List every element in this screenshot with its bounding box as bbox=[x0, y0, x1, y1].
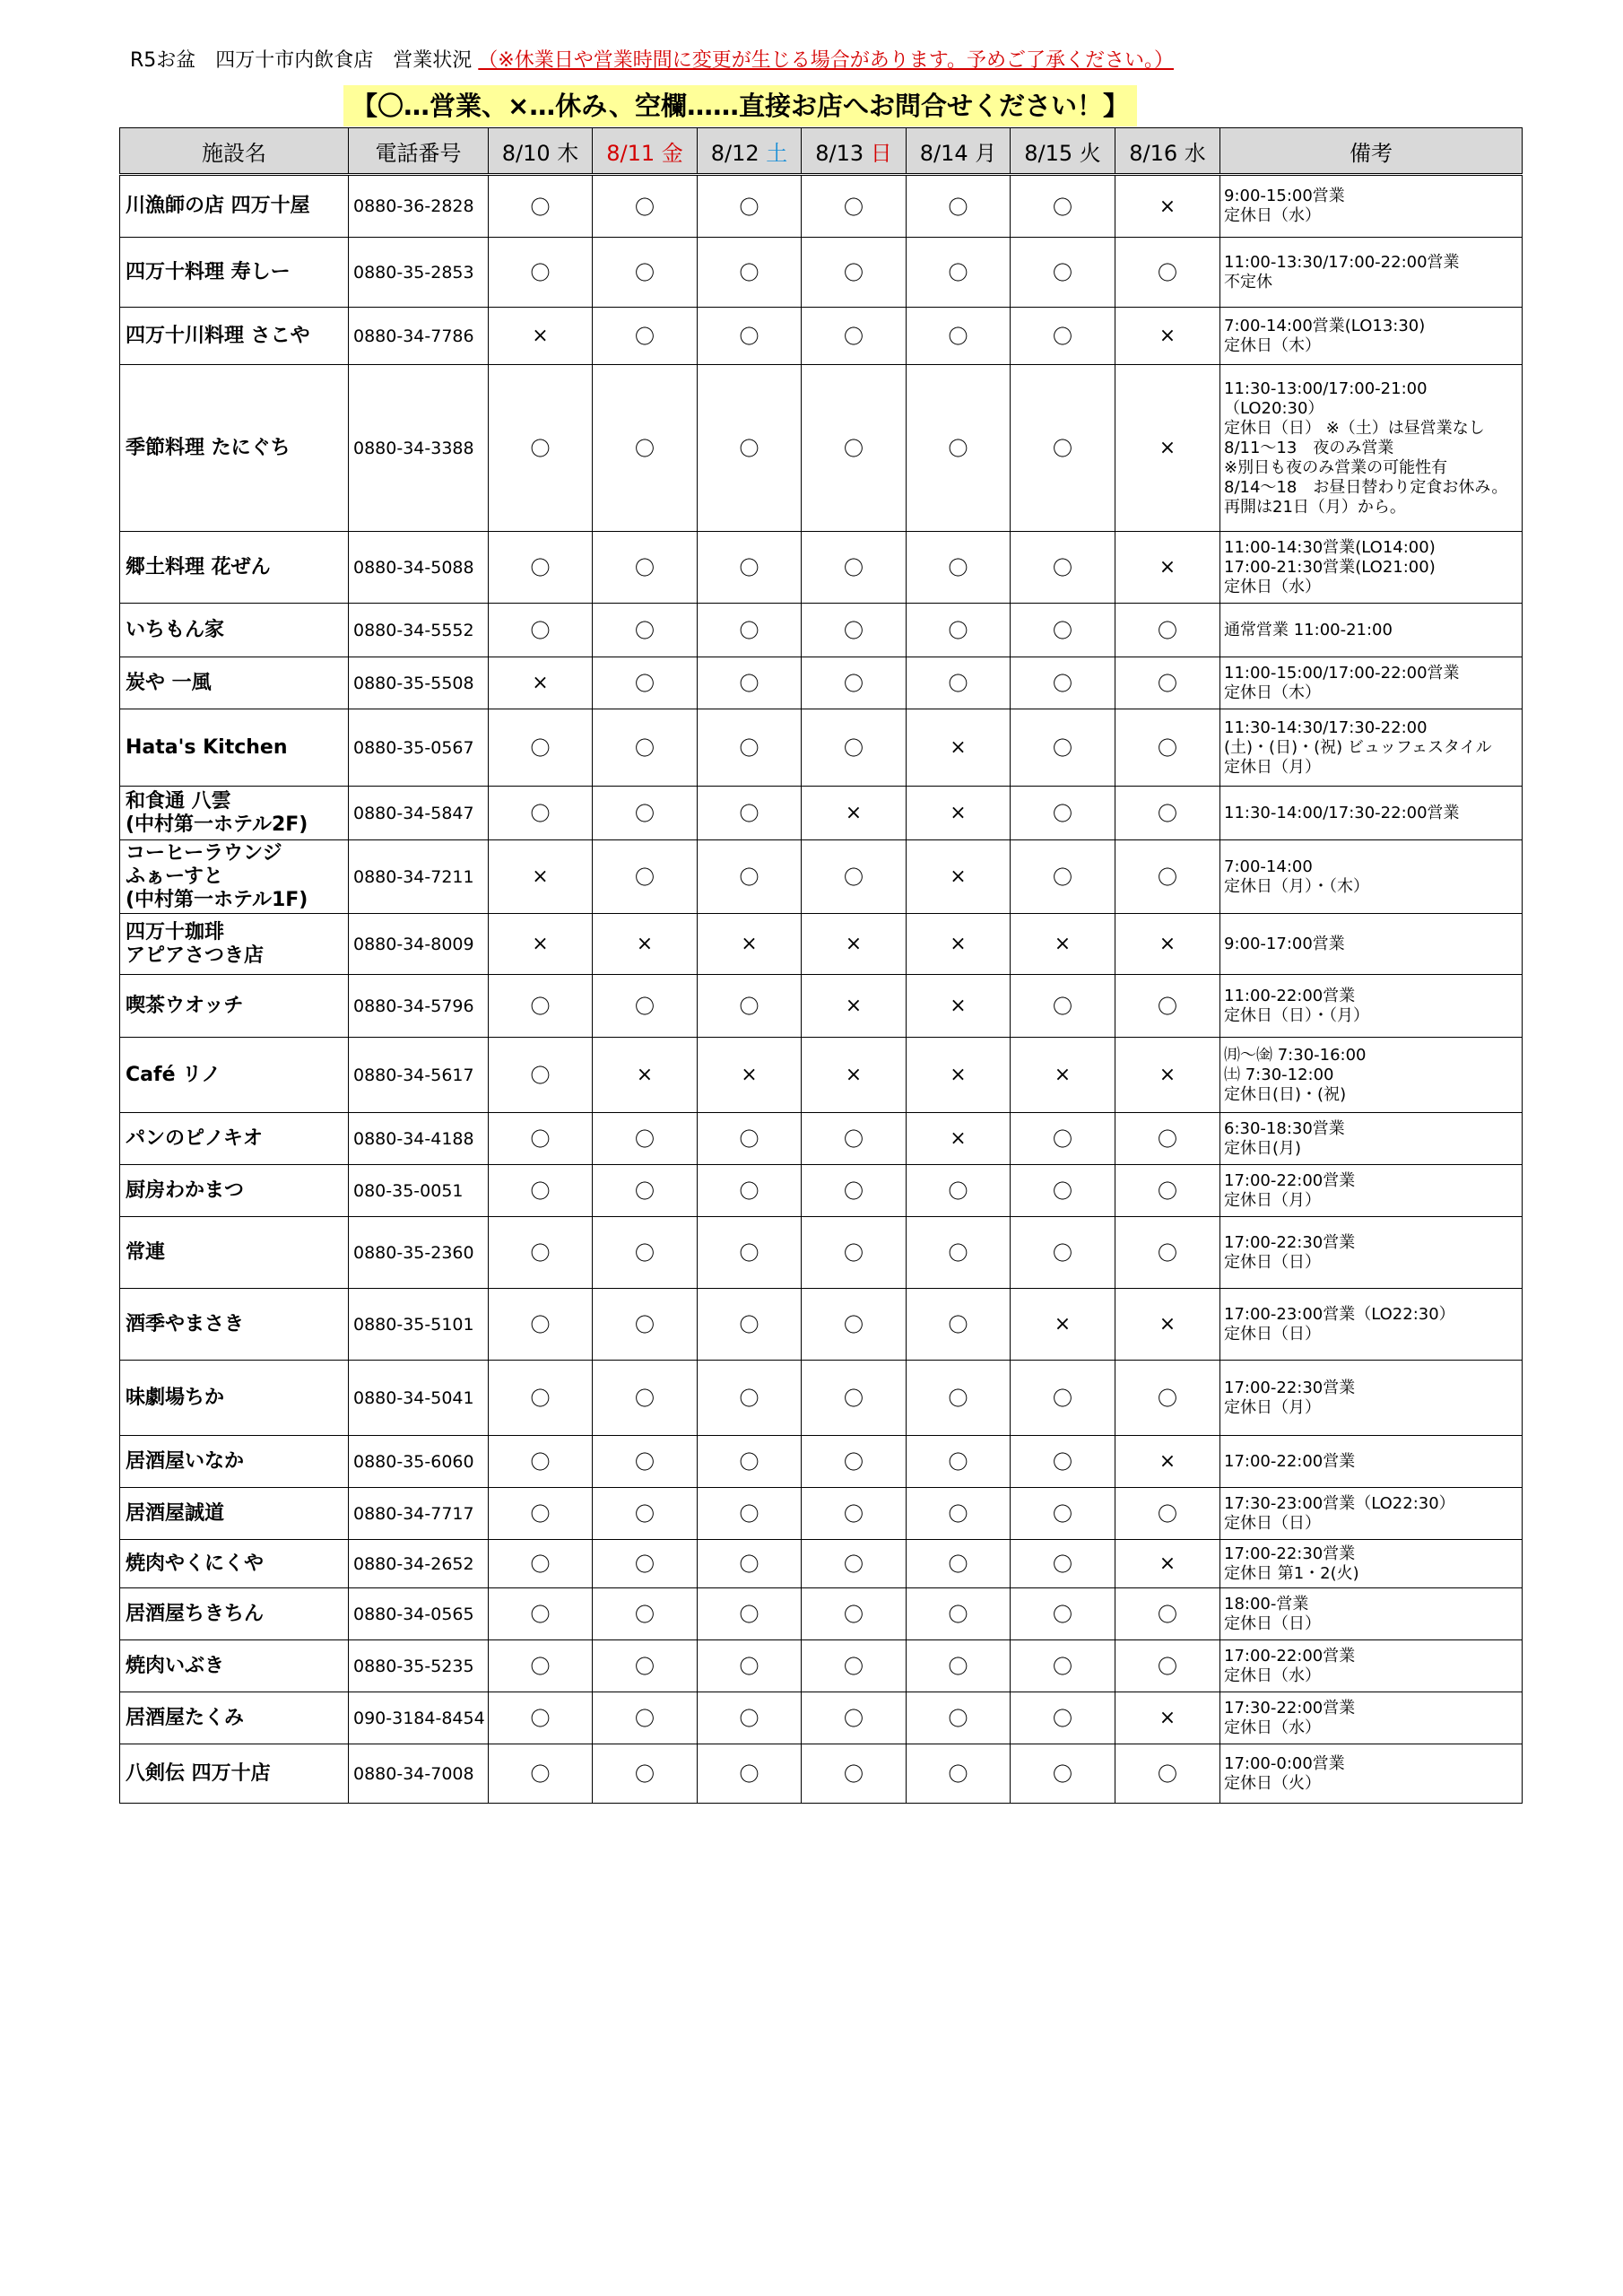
status-mark: 〇 bbox=[1115, 1488, 1220, 1540]
facility-name: パンのピノキオ bbox=[120, 1113, 349, 1165]
status-mark: 〇 bbox=[593, 175, 698, 238]
status-mark: 〇 bbox=[593, 657, 698, 709]
table-row bbox=[120, 532, 1523, 604]
status-mark: 〇 bbox=[593, 1640, 698, 1692]
status-mark: 〇 bbox=[698, 709, 802, 787]
facility-name: 炭や 一風 bbox=[120, 657, 349, 709]
facility-name: 四万十珈琲 アピアさつき店 bbox=[120, 914, 349, 975]
notes-cell: 11:00-15:00/17:00-22:00営業 定休日（木） bbox=[1220, 657, 1523, 709]
status-mark: 〇 bbox=[593, 1361, 698, 1436]
status-mark: 〇 bbox=[489, 1488, 593, 1540]
header-day-0811: 8/11 金 bbox=[593, 128, 698, 175]
status-mark: 〇 bbox=[802, 1217, 907, 1289]
status-mark: × bbox=[1011, 914, 1115, 975]
header-day-0816: 8/16 水 bbox=[1115, 128, 1220, 175]
phone-number: 0880-34-7211 bbox=[349, 840, 489, 914]
status-mark: 〇 bbox=[698, 975, 802, 1038]
status-mark: × bbox=[698, 1038, 802, 1113]
phone-number: 090-3184-8454 bbox=[349, 1692, 489, 1744]
status-mark: 〇 bbox=[1011, 1540, 1115, 1588]
facility-name: 季節料理 たにぐち bbox=[120, 365, 349, 532]
status-mark: 〇 bbox=[802, 657, 907, 709]
table-row bbox=[120, 1361, 1523, 1436]
status-mark: 〇 bbox=[698, 1692, 802, 1744]
status-mark: 〇 bbox=[802, 238, 907, 308]
phone-number: 0880-34-8009 bbox=[349, 914, 489, 975]
status-mark: 〇 bbox=[698, 787, 802, 840]
status-mark: 〇 bbox=[1011, 1361, 1115, 1436]
status-mark: 〇 bbox=[1115, 1361, 1220, 1436]
status-mark: 〇 bbox=[1115, 1113, 1220, 1165]
status-mark: 〇 bbox=[802, 308, 907, 365]
title-note: （※休業日や営業時間に変更が生じる場合があります。予めご了承ください。） bbox=[478, 49, 1174, 72]
status-mark: 〇 bbox=[698, 175, 802, 238]
status-mark: 〇 bbox=[907, 1361, 1011, 1436]
facility-name: 居酒屋ちきちん bbox=[120, 1588, 349, 1640]
notes-cell: 17:00-22:00営業 bbox=[1220, 1436, 1523, 1488]
status-mark: 〇 bbox=[907, 1540, 1011, 1588]
status-mark: 〇 bbox=[593, 1165, 698, 1217]
status-mark: 〇 bbox=[489, 1744, 593, 1804]
header-day-0814: 8/14 月 bbox=[907, 128, 1011, 175]
status-mark: 〇 bbox=[1011, 532, 1115, 604]
header-name: 施設名 bbox=[120, 128, 349, 175]
table-row bbox=[120, 175, 1523, 238]
status-mark: 〇 bbox=[907, 1289, 1011, 1361]
status-mark: 〇 bbox=[489, 1436, 593, 1488]
notes-cell: 6:30-18:30営業 定休日(月) bbox=[1220, 1113, 1523, 1165]
status-mark: 〇 bbox=[698, 657, 802, 709]
notes-cell: 9:00-15:00営業 定休日（水） bbox=[1220, 175, 1523, 238]
facility-name: 酒季やまさき bbox=[120, 1289, 349, 1361]
status-mark: × bbox=[593, 1038, 698, 1113]
status-mark: 〇 bbox=[802, 709, 907, 787]
facility-name: 焼肉いぶき bbox=[120, 1640, 349, 1692]
status-mark: × bbox=[489, 308, 593, 365]
notes-cell: 17:00-22:00営業 定休日（月） bbox=[1220, 1165, 1523, 1217]
status-mark: 〇 bbox=[698, 1640, 802, 1692]
status-mark: 〇 bbox=[802, 1692, 907, 1744]
status-mark: 〇 bbox=[907, 1217, 1011, 1289]
status-mark: 〇 bbox=[802, 1113, 907, 1165]
phone-number: 0880-34-0565 bbox=[349, 1588, 489, 1640]
table-row bbox=[120, 1744, 1523, 1804]
status-mark: 〇 bbox=[907, 1744, 1011, 1804]
status-mark: 〇 bbox=[593, 840, 698, 914]
notes-cell: 17:00-22:30営業 定休日（日） bbox=[1220, 1217, 1523, 1289]
facility-name: 居酒屋いなか bbox=[120, 1436, 349, 1488]
status-mark: × bbox=[1115, 365, 1220, 532]
status-mark: 〇 bbox=[593, 1488, 698, 1540]
status-mark: 〇 bbox=[489, 1165, 593, 1217]
status-mark: 〇 bbox=[1011, 1165, 1115, 1217]
status-mark: 〇 bbox=[1115, 604, 1220, 657]
table-row bbox=[120, 840, 1523, 914]
facility-name: 厨房わかまつ bbox=[120, 1165, 349, 1217]
notes-cell: 7:00-14:00営業(LO13:30) 定休日（木） bbox=[1220, 308, 1523, 365]
table-row bbox=[120, 1436, 1523, 1488]
status-mark: 〇 bbox=[1115, 975, 1220, 1038]
status-mark: 〇 bbox=[489, 1038, 593, 1113]
notes-cell: 17:30-23:00営業（LO22:30） 定休日（日） bbox=[1220, 1488, 1523, 1540]
status-mark: 〇 bbox=[1115, 1744, 1220, 1804]
status-mark: 〇 bbox=[593, 787, 698, 840]
status-mark: 〇 bbox=[698, 1361, 802, 1436]
status-mark: 〇 bbox=[489, 787, 593, 840]
status-mark: × bbox=[489, 657, 593, 709]
status-mark: 〇 bbox=[593, 365, 698, 532]
status-mark: 〇 bbox=[907, 238, 1011, 308]
status-mark: 〇 bbox=[1011, 1113, 1115, 1165]
status-mark: × bbox=[489, 914, 593, 975]
facility-name: 焼肉やくにくや bbox=[120, 1540, 349, 1588]
status-mark: × bbox=[1011, 1038, 1115, 1113]
phone-number: 0880-34-5617 bbox=[349, 1038, 489, 1113]
phone-number: 0880-34-5088 bbox=[349, 532, 489, 604]
status-mark: 〇 bbox=[802, 1540, 907, 1588]
status-mark: × bbox=[907, 787, 1011, 840]
status-mark: 〇 bbox=[802, 532, 907, 604]
status-mark: × bbox=[802, 975, 907, 1038]
status-mark: 〇 bbox=[907, 175, 1011, 238]
status-mark: 〇 bbox=[1011, 1640, 1115, 1692]
notes-cell: 11:30-14:30/17:30-22:00 (土)・(日)・(祝) ビュッフェスタイル 定休日（月） bbox=[1220, 709, 1523, 787]
status-mark: 〇 bbox=[593, 1588, 698, 1640]
status-mark: 〇 bbox=[1011, 365, 1115, 532]
status-mark: 〇 bbox=[907, 1588, 1011, 1640]
phone-number: 0880-36-2828 bbox=[349, 175, 489, 238]
facility-name: 四万十川料理 さこや bbox=[120, 308, 349, 365]
facility-name: コーヒーラウンジ ふぁーすと (中村第一ホテル1F) bbox=[120, 840, 349, 914]
table-row bbox=[120, 657, 1523, 709]
status-mark: × bbox=[489, 840, 593, 914]
status-mark: 〇 bbox=[802, 365, 907, 532]
table-row bbox=[120, 365, 1523, 532]
notes-cell: 11:00-14:30営業(LO14:00) 17:00-21:30営業(LO21:00) 定休日（水） bbox=[1220, 532, 1523, 604]
status-mark: 〇 bbox=[802, 840, 907, 914]
notes-cell: 11:00-13:30/17:00-22:00営業 不定休 bbox=[1220, 238, 1523, 308]
header-row bbox=[120, 128, 1523, 175]
status-mark: × bbox=[1115, 532, 1220, 604]
status-mark: 〇 bbox=[489, 1289, 593, 1361]
status-mark: × bbox=[802, 914, 907, 975]
notes-cell: 17:00-0:00営業 定休日（火） bbox=[1220, 1744, 1523, 1804]
notes-cell: 11:00-22:00営業 定休日（日）・（月） bbox=[1220, 975, 1523, 1038]
status-mark: 〇 bbox=[1011, 1217, 1115, 1289]
status-mark: 〇 bbox=[593, 1744, 698, 1804]
facility-name: Hata's Kitchen bbox=[120, 709, 349, 787]
status-mark: 〇 bbox=[593, 975, 698, 1038]
status-mark: 〇 bbox=[802, 1588, 907, 1640]
status-mark: 〇 bbox=[802, 175, 907, 238]
header-day-0813: 8/13 日 bbox=[802, 128, 907, 175]
table-row bbox=[120, 1289, 1523, 1361]
notes-cell: 9:00-17:00営業 bbox=[1220, 914, 1523, 975]
header-day-0810: 8/10 木 bbox=[489, 128, 593, 175]
status-mark: 〇 bbox=[907, 1436, 1011, 1488]
status-mark: 〇 bbox=[1011, 975, 1115, 1038]
status-mark: 〇 bbox=[802, 1436, 907, 1488]
status-mark: 〇 bbox=[1011, 1436, 1115, 1488]
facility-name: 常連 bbox=[120, 1217, 349, 1289]
status-mark: 〇 bbox=[698, 1217, 802, 1289]
table-row bbox=[120, 914, 1523, 975]
status-mark: × bbox=[1115, 1289, 1220, 1361]
status-mark: 〇 bbox=[698, 840, 802, 914]
status-mark: 〇 bbox=[1011, 308, 1115, 365]
status-mark: 〇 bbox=[593, 1289, 698, 1361]
status-mark: 〇 bbox=[1115, 1217, 1220, 1289]
status-mark: 〇 bbox=[489, 709, 593, 787]
notes-cell: 17:00-22:30営業 定休日（月） bbox=[1220, 1361, 1523, 1436]
status-mark: 〇 bbox=[1011, 1692, 1115, 1744]
status-mark: × bbox=[907, 840, 1011, 914]
status-mark: 〇 bbox=[698, 1289, 802, 1361]
status-mark: 〇 bbox=[593, 238, 698, 308]
phone-number: 0880-34-7008 bbox=[349, 1744, 489, 1804]
status-mark: 〇 bbox=[593, 1540, 698, 1588]
status-mark: 〇 bbox=[907, 1640, 1011, 1692]
status-mark: 〇 bbox=[593, 709, 698, 787]
notes-cell: 7:00-14:00 定休日（月）・（木） bbox=[1220, 840, 1523, 914]
table-row bbox=[120, 1217, 1523, 1289]
status-mark: × bbox=[1115, 308, 1220, 365]
facility-name: 居酒屋たくみ bbox=[120, 1692, 349, 1744]
status-mark: 〇 bbox=[489, 1217, 593, 1289]
notes-cell: 17:00-22:00営業 定休日（水） bbox=[1220, 1640, 1523, 1692]
header-day-0812: 8/12 土 bbox=[698, 128, 802, 175]
status-mark: 〇 bbox=[593, 1436, 698, 1488]
status-mark: 〇 bbox=[593, 1692, 698, 1744]
title-main: R5お盆 四万十市内飲食店 営業状況 bbox=[130, 49, 473, 72]
phone-number: 0880-35-5101 bbox=[349, 1289, 489, 1361]
notes-cell: 通常営業 11:00-21:00 bbox=[1220, 604, 1523, 657]
facility-name: 八剣伝 四万十店 bbox=[120, 1744, 349, 1804]
status-mark: 〇 bbox=[489, 1588, 593, 1640]
status-mark: 〇 bbox=[907, 308, 1011, 365]
status-mark: 〇 bbox=[698, 1488, 802, 1540]
header-notes: 備考 bbox=[1220, 128, 1523, 175]
facility-name: 四万十料理 寿しー bbox=[120, 238, 349, 308]
phone-number: 0880-34-2652 bbox=[349, 1540, 489, 1588]
status-mark: 〇 bbox=[802, 1640, 907, 1692]
phone-number: 080-35-0051 bbox=[349, 1165, 489, 1217]
status-mark: 〇 bbox=[1115, 1588, 1220, 1640]
notes-cell: 17:00-23:00営業（LO22:30） 定休日（日） bbox=[1220, 1289, 1523, 1361]
status-mark: 〇 bbox=[489, 1640, 593, 1692]
status-mark: 〇 bbox=[802, 1744, 907, 1804]
table-row bbox=[120, 1165, 1523, 1217]
status-mark: 〇 bbox=[802, 1289, 907, 1361]
phone-number: 0880-35-5235 bbox=[349, 1640, 489, 1692]
table-row bbox=[120, 1640, 1523, 1692]
status-mark: × bbox=[907, 975, 1011, 1038]
status-mark: 〇 bbox=[489, 175, 593, 238]
status-mark: 〇 bbox=[698, 604, 802, 657]
status-mark: 〇 bbox=[1115, 657, 1220, 709]
status-mark: × bbox=[1011, 1289, 1115, 1361]
status-mark: 〇 bbox=[698, 238, 802, 308]
status-mark: × bbox=[698, 914, 802, 975]
status-mark: 〇 bbox=[1011, 1744, 1115, 1804]
status-mark: 〇 bbox=[593, 604, 698, 657]
phone-number: 0880-34-5847 bbox=[349, 787, 489, 840]
facility-name: 和食通 八雲 (中村第一ホテル2F) bbox=[120, 787, 349, 840]
phone-number: 0880-34-7717 bbox=[349, 1488, 489, 1540]
status-mark: 〇 bbox=[489, 604, 593, 657]
status-mark: × bbox=[907, 709, 1011, 787]
business-status-table bbox=[119, 127, 1523, 1804]
status-mark: 〇 bbox=[698, 1436, 802, 1488]
status-mark: 〇 bbox=[907, 1692, 1011, 1744]
table-row bbox=[120, 1038, 1523, 1113]
status-mark: 〇 bbox=[802, 1488, 907, 1540]
status-mark: 〇 bbox=[1115, 1640, 1220, 1692]
status-mark: 〇 bbox=[1011, 787, 1115, 840]
status-mark: 〇 bbox=[907, 532, 1011, 604]
status-mark: × bbox=[1115, 1436, 1220, 1488]
status-mark: 〇 bbox=[1115, 1165, 1220, 1217]
status-mark: 〇 bbox=[489, 975, 593, 1038]
notes-cell: 11:30-14:00/17:30-22:00営業 bbox=[1220, 787, 1523, 840]
status-mark: 〇 bbox=[1115, 709, 1220, 787]
status-mark: 〇 bbox=[489, 365, 593, 532]
status-mark: × bbox=[593, 914, 698, 975]
status-mark: × bbox=[1115, 175, 1220, 238]
status-mark: 〇 bbox=[1011, 709, 1115, 787]
status-mark: 〇 bbox=[698, 365, 802, 532]
header-day-0815: 8/15 火 bbox=[1011, 128, 1115, 175]
status-mark: 〇 bbox=[698, 1113, 802, 1165]
table-row bbox=[120, 1113, 1523, 1165]
status-mark: × bbox=[1115, 1540, 1220, 1588]
status-mark: 〇 bbox=[1115, 840, 1220, 914]
status-mark: 〇 bbox=[1115, 787, 1220, 840]
notes-cell: ㈪～㈮ 7:30-16:00 ㈯ 7:30-12:00 定休日(日)・(祝) bbox=[1220, 1038, 1523, 1113]
status-mark: 〇 bbox=[802, 604, 907, 657]
status-mark: × bbox=[1115, 914, 1220, 975]
phone-number: 0880-35-6060 bbox=[349, 1436, 489, 1488]
phone-number: 0880-35-2853 bbox=[349, 238, 489, 308]
facility-name: 居酒屋誠道 bbox=[120, 1488, 349, 1540]
status-mark: × bbox=[907, 1038, 1011, 1113]
status-mark: 〇 bbox=[1011, 657, 1115, 709]
phone-number: 0880-34-5552 bbox=[349, 604, 489, 657]
phone-number: 0880-35-2360 bbox=[349, 1217, 489, 1289]
table-row bbox=[120, 1692, 1523, 1744]
table-row bbox=[120, 1488, 1523, 1540]
status-mark: 〇 bbox=[489, 1540, 593, 1588]
status-mark: 〇 bbox=[698, 532, 802, 604]
phone-number: 0880-35-5508 bbox=[349, 657, 489, 709]
status-mark: 〇 bbox=[907, 657, 1011, 709]
status-mark: 〇 bbox=[907, 365, 1011, 532]
phone-number: 0880-35-0567 bbox=[349, 709, 489, 787]
status-mark: 〇 bbox=[1011, 238, 1115, 308]
table-row bbox=[120, 238, 1523, 308]
facility-name: 味劇場ちか bbox=[120, 1361, 349, 1436]
status-mark: × bbox=[907, 914, 1011, 975]
phone-number: 0880-34-3388 bbox=[349, 365, 489, 532]
table-row bbox=[120, 787, 1523, 840]
legend-banner: 【〇…営業、×…休み、空欄……直接お店へお問合せください！】 bbox=[343, 85, 1137, 126]
table-row bbox=[120, 709, 1523, 787]
facility-name: Café リノ bbox=[120, 1038, 349, 1113]
status-mark: 〇 bbox=[489, 1361, 593, 1436]
status-mark: × bbox=[1115, 1692, 1220, 1744]
status-mark: 〇 bbox=[1115, 238, 1220, 308]
status-mark: 〇 bbox=[1011, 604, 1115, 657]
status-mark: × bbox=[802, 1038, 907, 1113]
status-mark: × bbox=[802, 787, 907, 840]
status-mark: 〇 bbox=[1011, 840, 1115, 914]
status-mark: 〇 bbox=[802, 1361, 907, 1436]
table-row bbox=[120, 1588, 1523, 1640]
status-mark: 〇 bbox=[593, 308, 698, 365]
status-mark: 〇 bbox=[907, 604, 1011, 657]
status-mark: 〇 bbox=[1011, 175, 1115, 238]
phone-number: 0880-34-7786 bbox=[349, 308, 489, 365]
phone-number: 0880-34-5796 bbox=[349, 975, 489, 1038]
status-mark: 〇 bbox=[593, 1217, 698, 1289]
facility-name: 川漁師の店 四万十屋 bbox=[120, 175, 349, 238]
notes-cell: 18:00-営業 定休日（日） bbox=[1220, 1588, 1523, 1640]
page-title bbox=[130, 45, 1174, 73]
status-mark: 〇 bbox=[907, 1165, 1011, 1217]
table-row bbox=[120, 604, 1523, 657]
status-mark: 〇 bbox=[489, 532, 593, 604]
status-mark: 〇 bbox=[593, 532, 698, 604]
status-mark: 〇 bbox=[907, 1488, 1011, 1540]
status-mark: × bbox=[907, 1113, 1011, 1165]
table-row bbox=[120, 975, 1523, 1038]
notes-cell: 17:30-22:00営業 定休日（水） bbox=[1220, 1692, 1523, 1744]
header-phone: 電話番号 bbox=[349, 128, 489, 175]
table-row bbox=[120, 308, 1523, 365]
status-mark: 〇 bbox=[698, 1540, 802, 1588]
phone-number: 0880-34-5041 bbox=[349, 1361, 489, 1436]
table-row bbox=[120, 1540, 1523, 1588]
phone-number: 0880-34-4188 bbox=[349, 1113, 489, 1165]
notes-cell: 17:00-22:30営業 定休日 第1・2(火) bbox=[1220, 1540, 1523, 1588]
status-mark: 〇 bbox=[489, 1113, 593, 1165]
facility-name: 喫茶ウオッチ bbox=[120, 975, 349, 1038]
notes-cell: 11:30-13:00/17:00-21:00（LO20:30） 定休日（日） ※（土）は昼営業なし 8/11～13 夜のみ営業 ※別日も夜のみ営業の可能性有 8/14～18 お昼日替わり定食お休み。再開は21日（月）から。 bbox=[1220, 365, 1523, 532]
status-mark: 〇 bbox=[593, 1113, 698, 1165]
facility-name: いちもん家 bbox=[120, 604, 349, 657]
status-mark: 〇 bbox=[1011, 1488, 1115, 1540]
status-mark: 〇 bbox=[698, 308, 802, 365]
status-mark: × bbox=[1115, 1038, 1220, 1113]
status-mark: 〇 bbox=[698, 1588, 802, 1640]
status-mark: 〇 bbox=[489, 238, 593, 308]
status-mark: 〇 bbox=[698, 1165, 802, 1217]
facility-name: 郷土料理 花ぜん bbox=[120, 532, 349, 604]
status-mark: 〇 bbox=[1011, 1588, 1115, 1640]
status-mark: 〇 bbox=[489, 1692, 593, 1744]
status-mark: 〇 bbox=[698, 1744, 802, 1804]
status-mark: 〇 bbox=[802, 1165, 907, 1217]
